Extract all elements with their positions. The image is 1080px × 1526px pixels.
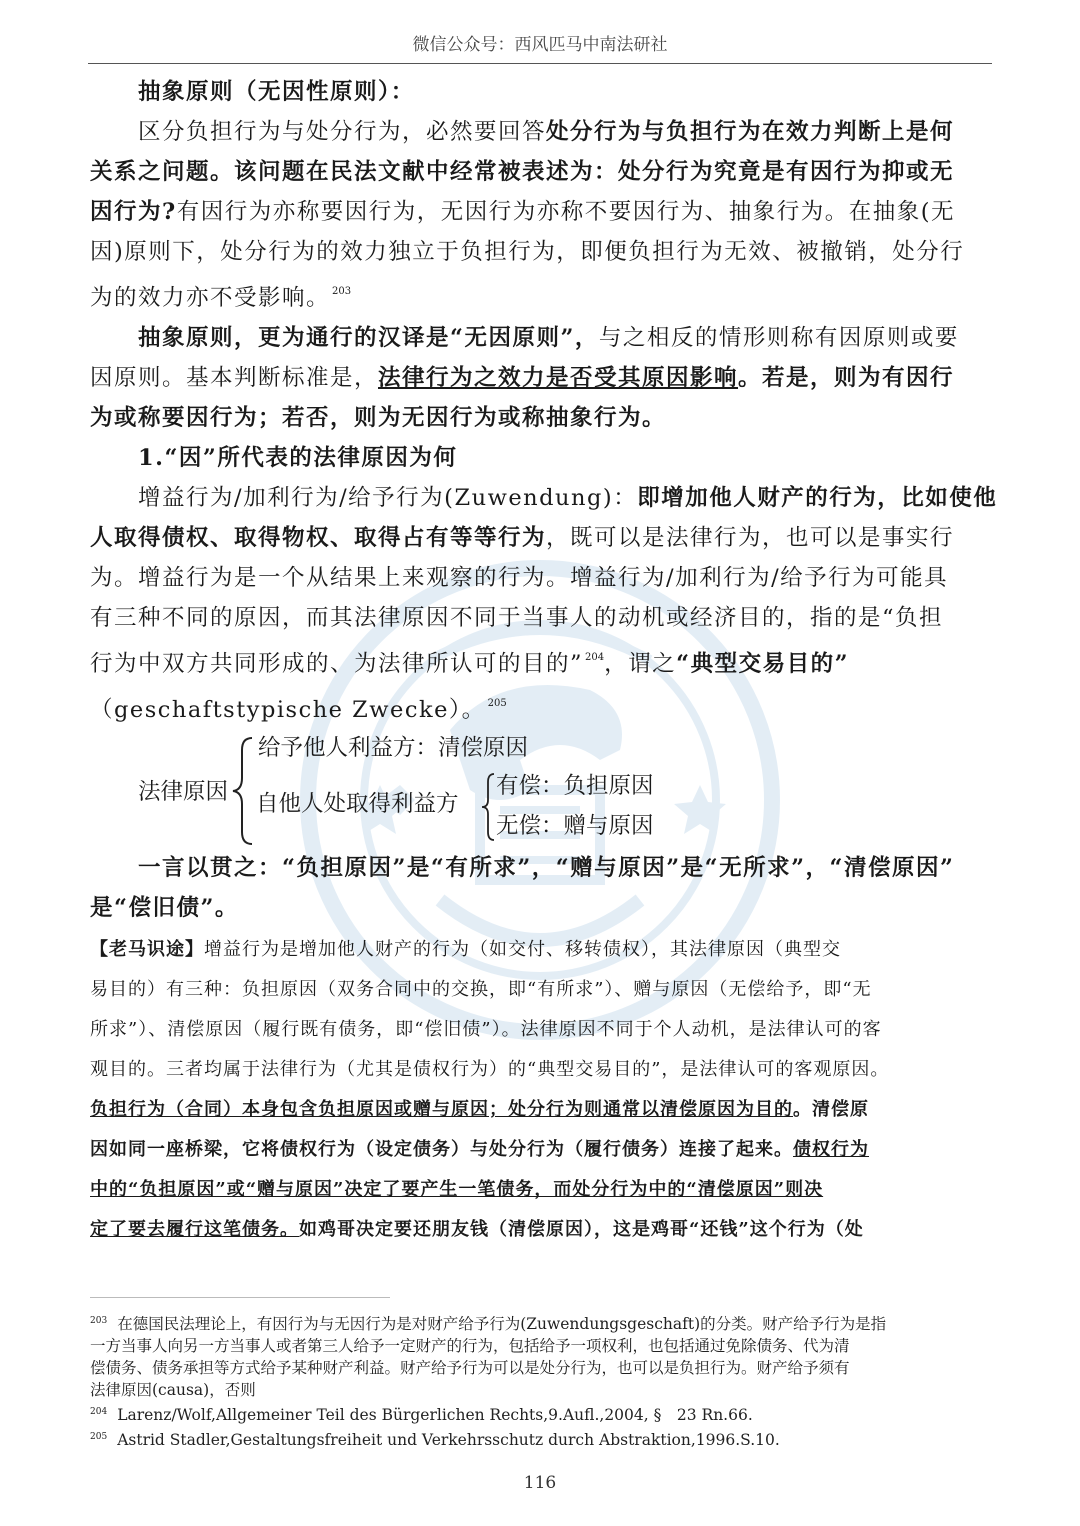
subheading: 1.“因”所代表的法律原因为何: [138, 445, 458, 471]
text-span: 与之相反的情形则称有因原则或要: [598, 325, 959, 351]
footnote-ref[interactable]: 205: [487, 698, 507, 709]
footnote-205: [90, 1426, 995, 1451]
footnote-text: 一方当事人向另一方当事人或者第三人给予一定财产的行为，包括给予一项权利，也包括通过免除债务、代为清: [90, 1337, 850, 1355]
bold-span: 抽象原则，更为通行的汉译是“无因原则”，: [138, 325, 599, 351]
text-line: 有三种不同的原因，而其法律原因不同于当事人的动机或经济目的，指的是“负担: [90, 605, 944, 631]
footnote-text: 在德国民法理论上，有因行为与无因行为是对财产给予行为(Zuwendungsgeschaft)的分类。财产给予行为是指: [117, 1315, 887, 1333]
footnote-text: 偿债务、债务承担等方式给予某种财产利益。财产给予行为可以是处分行为，也可以是负担行为。财产给予须有: [90, 1359, 850, 1377]
diagram-sub-2: 无偿：赠与原因: [496, 813, 654, 839]
text-span: 因如同一座桥梁，它将债权行为（设定债务）与处分行为（履行债务）连接了起来。: [90, 1139, 793, 1160]
text-span: 增益行为/加利行为/给予行为(Zuwendung)：: [138, 485, 638, 511]
text-span: 因原则。基本判断标准是，: [90, 365, 379, 391]
bold-span: “典型交易目的”: [676, 651, 850, 677]
diagram-sub-1: 有偿：负担原因: [496, 773, 654, 799]
text-line: 为。增益行为是一个从结果上来观察的行为。增益行为/加利行为/给予行为可能具: [90, 565, 949, 591]
text-line: 一言以贯之：“负担原因”是“有所求”，“赠与原因”是“无所求”，“清偿原因”: [138, 855, 955, 881]
footnote-203: [90, 1310, 995, 1401]
underlined-span: 负担行为（合同）本身包含负担原因或赠与原因；处分行为则通常以清偿原因为目的: [90, 1099, 793, 1120]
text-span: 区分负担行为与处分行为，必然要回答: [138, 119, 547, 145]
text-span: ，既可以是法律行为，也可以是事实行: [546, 525, 955, 551]
text-span: 有因行为亦称要因行为，无因行为亦称不要因行为、抽象行为。在抽象(无: [176, 199, 955, 225]
text-line: 观目的。三者均属于法律行为（尤其是债权行为）的“典型交易目的”，是法律认可的客观原因。: [90, 1059, 890, 1080]
page-number: 116: [523, 1473, 557, 1493]
text-span: ，谓之: [604, 651, 677, 677]
text-span: 增益行为是增加他人财产的行为（如交付、移转债权），其法律原因（典型交: [204, 939, 841, 960]
bold-span: 即增加他人财产的行为，比如使他: [637, 485, 998, 511]
paragraph-abstraction: [90, 112, 990, 318]
footnote-number: 203: [90, 1316, 108, 1326]
text-span: 如鸡哥决定要还朋友钱（清偿原因），这是鸡哥“还钱”这个行为（处: [299, 1219, 864, 1240]
footnote-ref[interactable]: 203: [332, 286, 352, 297]
footnote-number: 204: [90, 1407, 108, 1417]
left-brace-icon: [230, 736, 256, 846]
text-line: 是“偿旧债”。: [90, 895, 239, 921]
diagram-branch-2: 自他人处取得利益方: [256, 791, 459, 817]
footnote-text: Astrid Stadler,Gestaltungsfreiheit und Verkehrsschutz durch Abstraktion,1996.S.10.: [117, 1431, 780, 1449]
text-line: 所求”）、清偿原因（履行既有债务，即“偿旧债”）。法律原因不同于个人动机，是法律认可的客: [90, 1019, 882, 1040]
paragraph-no-cause: [90, 318, 990, 438]
bold-span: 人取得债权、取得物权、取得占有等等行为: [90, 525, 547, 551]
bold-span: 处分行为与负担行为在效力判断上是何: [546, 119, 955, 145]
text-span: （geschaftstypische Zwecke）。: [90, 697, 486, 723]
summary: [90, 848, 990, 928]
sub-brace-icon: [480, 772, 496, 842]
footnotes: [90, 1310, 995, 1451]
commentary-note: [90, 930, 990, 1250]
footnote-divider: [90, 1297, 390, 1298]
text-line: 因)原则下，处分行为的效力独立于负担行为，即便负担行为无效、被撤销，处分行: [90, 239, 965, 265]
diagram-branch-1: 给予他人利益方：清偿原因: [258, 735, 529, 761]
header-title: 微信公众号：西风匹马中南法研社: [412, 35, 668, 55]
underlined-span: 债权行为: [793, 1139, 869, 1160]
page-header: [88, 30, 992, 64]
note-tag: 【老马识途】: [90, 939, 204, 960]
underlined-bold-span: 法律行为之效力是否受其原因影响: [378, 365, 739, 391]
legal-cause-diagram: [90, 730, 990, 848]
text-span: 行为中双方共同形成的、为法律所认可的目的”: [90, 651, 584, 677]
bold-span: 。若是，则为有因行: [738, 365, 955, 391]
text-line: 易目的）有三种：负担原因（双务合同中的交换，即“有所求”）、赠与原因（无偿给予，即“无: [90, 979, 872, 1000]
text-line: 为或称要因行为；若否，则为无因行为或称抽象行为。: [90, 405, 667, 431]
text-line: 关系之问题。该问题在民法文献中经常被表述为：处分行为究竟是有因行为抑或无: [90, 159, 955, 185]
section-title: 抽象原则（无因性原则）：: [138, 79, 415, 105]
text-span: 为的效力亦不受影响。: [90, 285, 331, 311]
bold-span: 因行为?: [90, 199, 177, 225]
footnote-text: Larenz/Wolf,Allgemeiner Teil des Bürgerlichen Rechts,9.Aufl.,2004, § 23 Rn.66.: [117, 1406, 753, 1424]
page-body: [90, 72, 998, 1250]
text-span: 。清偿原: [793, 1099, 869, 1120]
footnote-number: 205: [90, 1432, 108, 1442]
footnote-ref[interactable]: 204: [585, 652, 605, 663]
underlined-span: 定了要去履行这笔债务。: [90, 1219, 299, 1240]
footnote-text: 法律原因(causa)，否则: [90, 1381, 256, 1399]
diagram-root: 法律原因: [138, 779, 229, 805]
paragraph-zuwendung: [90, 478, 998, 730]
footnote-204: [90, 1401, 995, 1426]
text-line: 中的“负担原因”或“赠与原因”决定了要产生一笔债务，而处分行为中的“清偿原因”则决: [90, 1179, 824, 1200]
